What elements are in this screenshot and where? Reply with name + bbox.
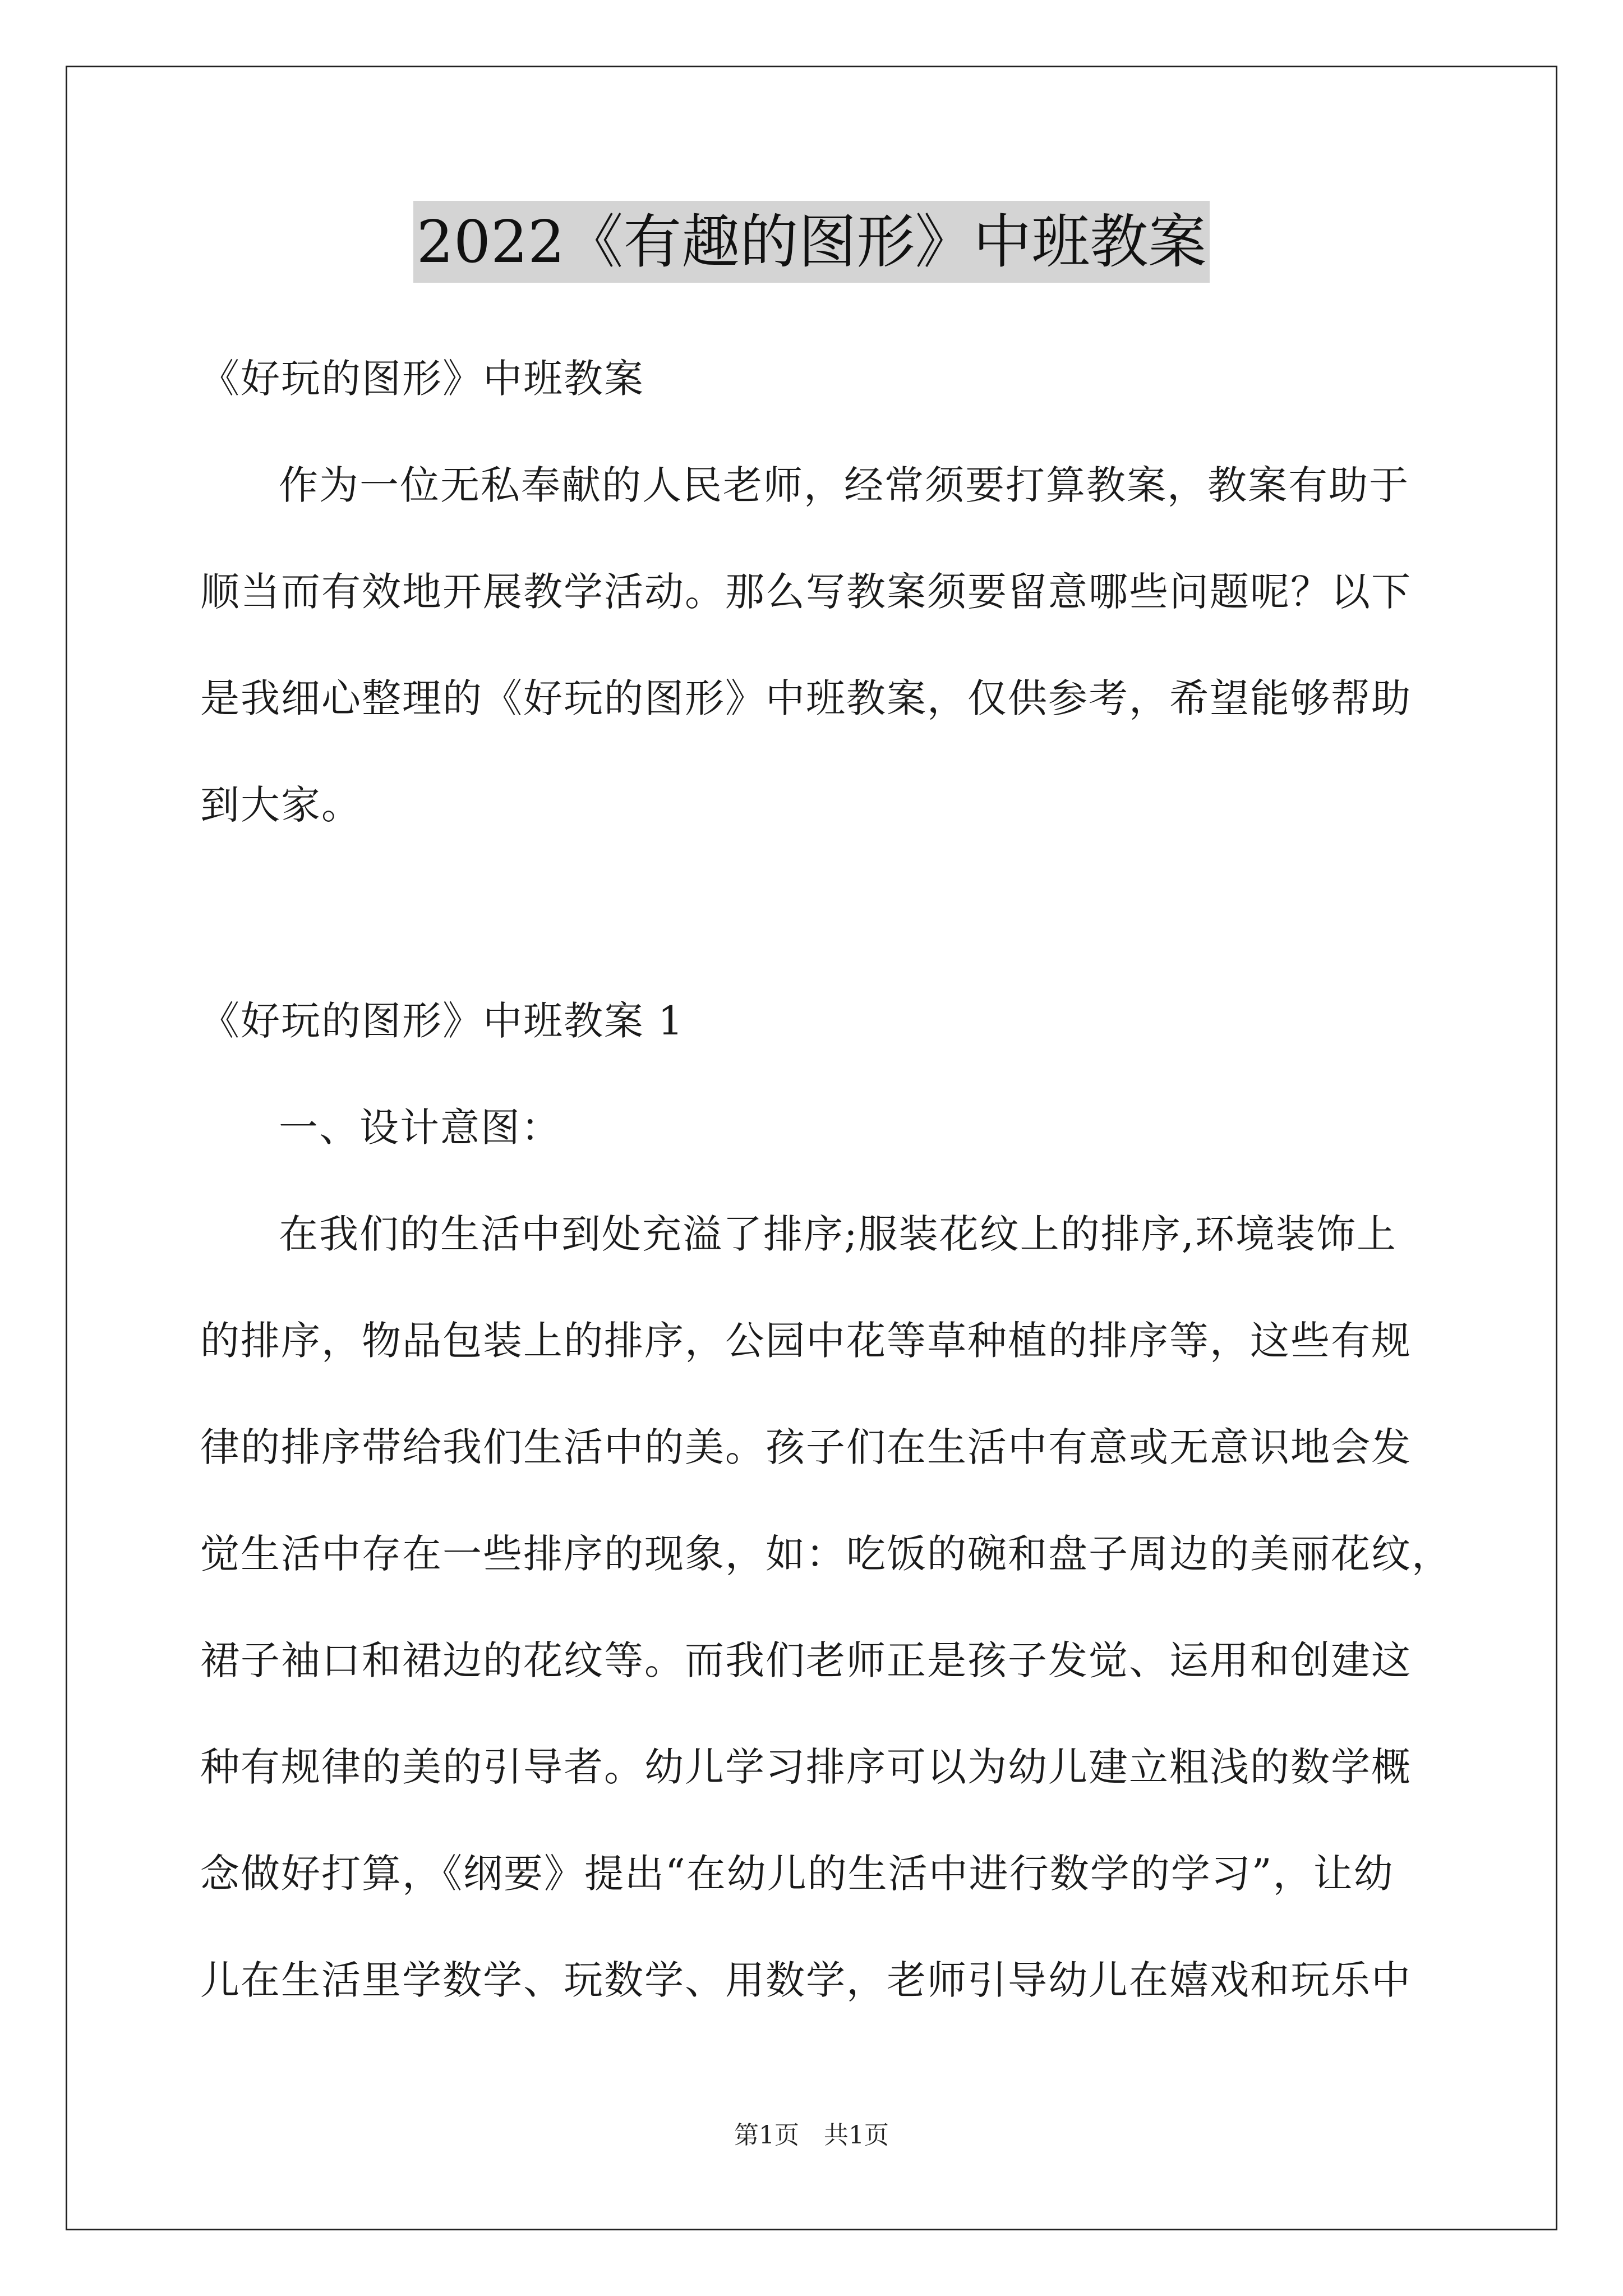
- intro-line-1: 作为一位无私奉献的人民老师，经常须要打算教案，教案有助于: [279, 462, 1409, 508]
- design-line-8: 儿在生活里学数学、玩数学、用数学，老师引导幼儿在嬉戏和玩乐中: [200, 1957, 1412, 2003]
- intro-line-3: 是我细心整理的《好玩的图形》中班教案，仅供参考，希望能够帮助: [200, 675, 1412, 721]
- design-line-1: 在我们的生活中到处充溢了排序;服装花纹上的排序,环境装饰上: [279, 1211, 1397, 1257]
- design-line-2: 的排序，物品包装上的排序，公园中花等草种植的排序等，这些有规: [200, 1318, 1412, 1364]
- title-container: [0, 201, 1623, 283]
- document-title: 2022《有趣的图形》中班教案: [413, 201, 1210, 283]
- design-line-5: 裙子袖口和裙边的花纹等。而我们老师正是孩子发觉、运用和创建这: [200, 1637, 1412, 1683]
- design-heading: 一、设计意图：: [279, 1105, 561, 1151]
- intro-line-4: 到大家。: [200, 782, 362, 828]
- design-line-4: 觉生活中存在一些排序的现象，如：吃饭的碗和盘子周边的美丽花纹，: [200, 1531, 1452, 1577]
- intro-line-2: 顺当而有效地开展教学活动。那么写教案须要留意哪些问题呢？以下: [200, 569, 1412, 615]
- section-heading: 《好玩的图形》中班教案 1: [200, 998, 684, 1044]
- design-line-7: 念做好打算，《纲要》提出“在幼儿的生活中进行数学的学习”，让幼: [200, 1851, 1394, 1897]
- design-line-6: 种有规律的美的引导者。幼儿学习排序可以为幼儿建立粗浅的数学概: [200, 1744, 1412, 1790]
- page-footer: 第1页 共1页: [734, 2121, 889, 2150]
- design-line-3: 律的排序带给我们生活中的美。孩子们在生活中有意或无意识地会发: [200, 1424, 1412, 1470]
- document-subtitle: 《好玩的图形》中班教案: [200, 356, 644, 402]
